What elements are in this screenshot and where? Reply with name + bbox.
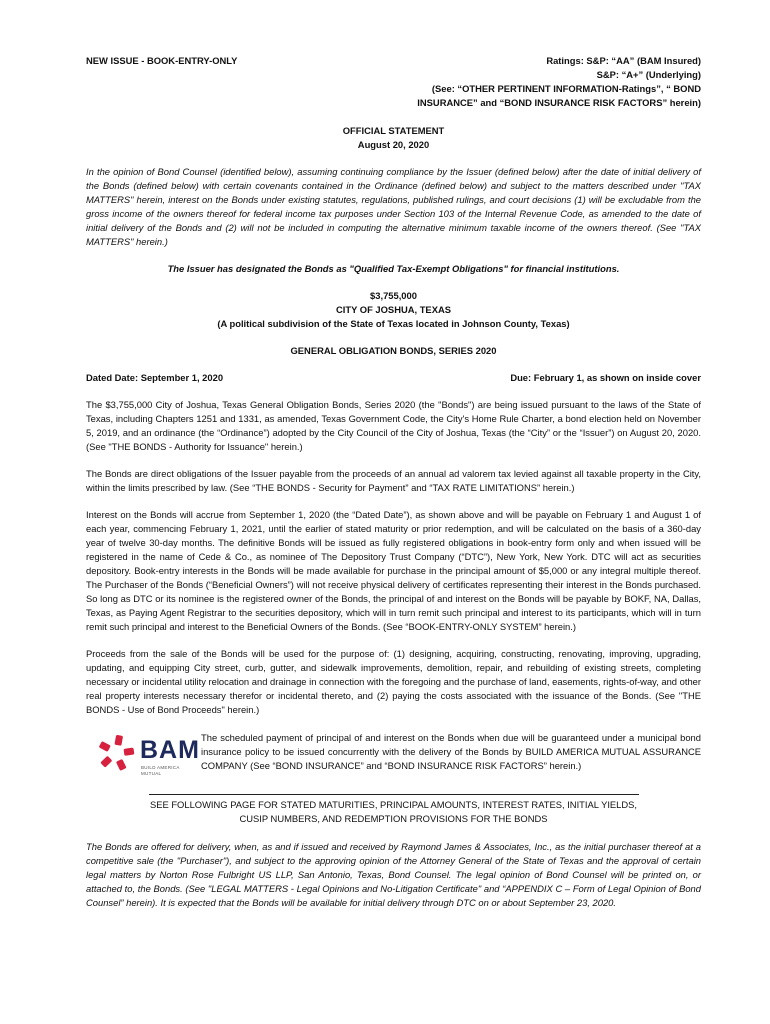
bam-logo xyxy=(86,731,201,779)
maturities-notice xyxy=(149,794,639,826)
paragraph: The $3,755,000 City of Joshua, Texas General Obligation Bonds, Series 2020 (the "Bonds") are being issued pursuant to the laws of the State of Texas, including Chapters 1251 and 1331, as amended, Texas Government Code, the City's Home Rule Charter, a bond election held on November 5, 2019, and an ordinance (the “Ordinance”) adopted by the City Council of the City of Joshua, Texas (the “City” or the “Issuer”) on August 20, 2020. (See "THE BONDS - Authority for Issuance" herein.) xyxy=(86,399,701,452)
dates-row xyxy=(86,371,701,385)
doc-title: OFFICIAL STATEMENT xyxy=(342,125,445,136)
rating-line: S&P: “A+” (Underlying) xyxy=(596,69,701,80)
rating-line: Ratings: S&P: “AA” (BAM Insured) xyxy=(546,55,701,66)
notice-line: SEE FOLLOWING PAGE FOR STATED MATURITIES, PRINCIPAL AMOUNTS, INTEREST RATES, INITIAL YIELDS, xyxy=(149,799,638,810)
offering-paragraph: The Bonds are offered for delivery, when, as and if issued and received by Raymond James & Associates, Inc., as the initial purchaser thereof at a competitive sale (the "Purchaser"), and subject to the approving opinion of the Attorney General of the State of Texas and the approval of certain legal matters by Norton Rose Fulbright US LLP, San Antonio, Texas, Bond Counsel. The legal opinion of Bond Counsel will be printed on, or attached to, the Bonds. (See "LEGAL MATTERS - Legal Opinions and No-Litigation Certificate" and “APPENDIX C – Form of Legal Opinion of Bond Counsel” herein). It is expected that the Bonds will be available for initial delivery through DTC on or about September 23, 2020. xyxy=(86,841,701,908)
bam-wordmark: BAM xyxy=(140,736,200,764)
dated-date: Dated Date: September 1, 2020 xyxy=(86,372,224,383)
due-date: Due: February 1, as shown on inside cover xyxy=(510,372,701,383)
issue-type: NEW ISSUE - BOOK-ENTRY-ONLY xyxy=(86,55,238,66)
issue-amount: $3,755,000 xyxy=(370,290,417,301)
doc-date: August 20, 2020 xyxy=(357,139,430,150)
notice-line: CUSIP NUMBERS, AND REDEMPTION PROVISIONS FOR THE BONDS xyxy=(239,813,548,824)
official-statement-title xyxy=(86,124,701,152)
issuer-name: CITY OF JOSHUA, TEXAS xyxy=(336,304,451,315)
ratings-block xyxy=(417,54,701,110)
rating-line: INSURANCE” and “BOND INSURANCE RISK FACTORS” herein) xyxy=(417,97,701,108)
header-row xyxy=(86,54,701,110)
rating-line: (See: “OTHER PERTINENT INFORMATION-Ratings”, “ BOND xyxy=(431,83,701,94)
bam-star-icon xyxy=(96,733,136,773)
bond-insurance-text: The scheduled payment of principal of and interest on the Bonds when due will be guaranteed under a municipal bond insurance policy to be issued concurrently with the delivery of the Bonds by BUILD AMERICA MUTUAL ASSURANCE COMPANY (See “BOND INSURANCE” and “BOND INSURANCE RISK FACTORS” herein.) xyxy=(201,732,701,771)
document-page xyxy=(86,54,701,910)
paragraph: Proceeds from the sale of the Bonds will be used for the purpose of: (1) designing, acquiring, constructing, renovating, improving, upgrading, updating, and equipping City street, curb, gutter, and sidewalk improvements, demolition, repair, and rebuilding of existing streets, completing necessary or incidental utility relocation and drainage in connection with the foregoing and the purchase of land, easements, rights-of-way, and other real property interests necessary therefor or incidental thereto, and (2) paying the costs associated with the issuance of the Bonds. (See "THE BONDS - Use of Bond Proceeds" herein.) xyxy=(86,648,701,715)
qualified-designation: The Issuer has designated the Bonds as "Qualified Tax-Exempt Obligations" for financial institutions. xyxy=(167,263,620,274)
bam-caption: BUILD AMERICA MUTUAL xyxy=(141,765,180,776)
issue-block xyxy=(86,289,701,331)
issuer-subdivision: (A political subdivision of the State of Texas located in Johnson County, Texas) xyxy=(217,318,570,329)
tax-opinion: In the opinion of Bond Counsel (identified below), assuming continuing compliance by the Issuer (defined below) after the date of initial delivery of the Bonds (defined below) with certain covenants contained in the Ordinance (defined below) and subject to the matters described under "TAX MATTERS" herein, interest on the Bonds under existing statutes, regulations, published rulings, and court decisions (1) will be excludable from the gross income of the owners thereof for federal income tax purposes under Section 103 of the Internal Revenue Code, as amended to the date of initial delivery of the Bonds and (2) will not be included in computing the alternative minimum taxable income of the owners thereof. (See "TAX MATTERS" herein.) xyxy=(86,166,701,247)
paragraph: Interest on the Bonds will accrue from September 1, 2020 (the “Dated Date”), as shown above and will be payable on February 1 and August 1 of each year, commencing February 1, 2021, until the earlier of stated maturity or prior redemption, and will be calculated on the basis of a 360-day year of twelve 30-day months. The definitive Bonds will be issued as fully registered obligations in book-entry form only and when issued will be registered in the name of Cede & Co., as nominee of The Depository Trust Company (“DTC”), New York, New York. DTC will act as securities depository. Book-entry interests in the Bonds will be made available for purchase in the principal amount of $5,000 or any integral multiple thereof. The Purchaser of the Bonds (“Beneficial Owners”) will not receive physical delivery of certificates representing their interest in the Bonds purchased. So long as DTC or its nominee is the registered owner of the Bonds, the principal of and interest on the Bonds will be payable by BOKF, NA, Dallas, Texas, as Paying Agent Registrar to the securities depository, which will in turn remit such principal and interest to its participants, which will in turn remit such principal and interest to the Beneficial Owners of the Bonds. (See “BOOK-ENTRY-ONLY SYSTEM” herein.) xyxy=(86,509,701,632)
bond-insurance-block xyxy=(86,731,701,779)
series-title: GENERAL OBLIGATION BONDS, SERIES 2020 xyxy=(290,345,497,356)
paragraph: The Bonds are direct obligations of the Issuer payable from the proceeds of an annual ad valorem tax levied against all taxable property in the City, within the limits prescribed by law. (See “THE BONDS - Security for Payment” and “TAX RATE LIMITATIONS” herein.) xyxy=(86,468,701,493)
